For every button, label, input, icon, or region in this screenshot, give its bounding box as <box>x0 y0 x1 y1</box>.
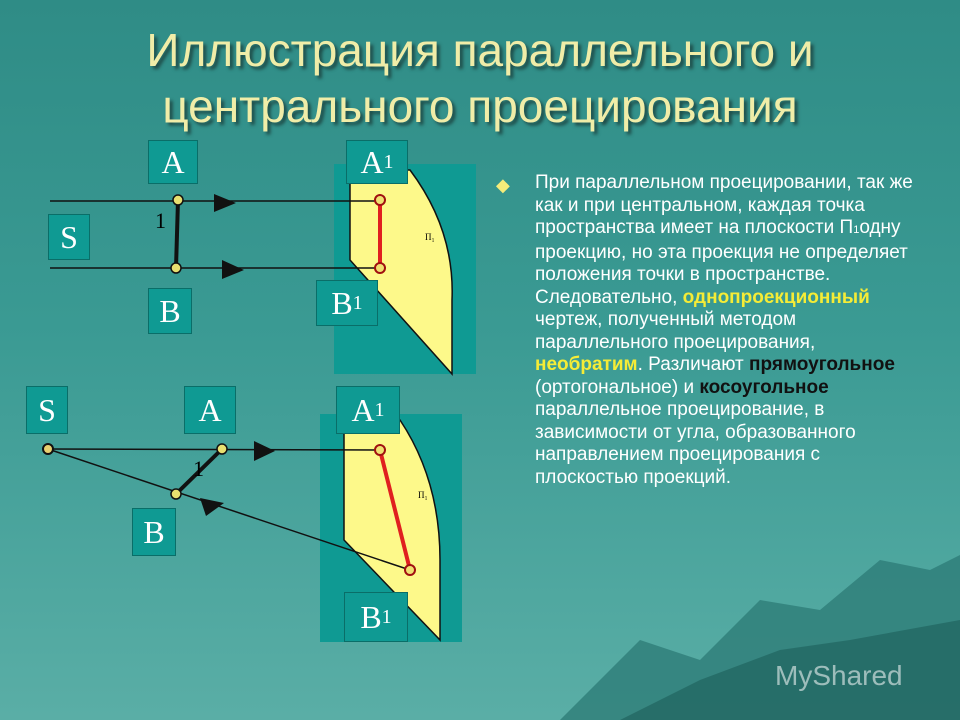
top-label-b-text: B <box>159 292 181 329</box>
highlight-rectangular: прямоугольное <box>749 354 895 375</box>
top-point-a1 <box>375 195 385 205</box>
top-point-a <box>173 195 183 205</box>
bottom-label-a <box>184 386 236 434</box>
text-part-1: При параллельном проецировании, так же как и при центральном, каждая точка пространства имеет на плоскости П <box>535 172 913 238</box>
bottom-arrow-a <box>254 441 275 461</box>
top-label-a1-sub: 1 <box>383 150 394 173</box>
top-label-b1-sub: 1 <box>352 291 363 314</box>
bottom-label-b1-base: B <box>360 598 382 635</box>
top-label-b <box>148 288 192 334</box>
title-line-2: центрального проецирования <box>162 80 798 132</box>
highlight-oblique: косоугольное <box>699 376 829 398</box>
top-label-b1-base: B <box>331 284 353 321</box>
bottom-point-b1 <box>405 565 415 575</box>
description-text <box>496 172 920 489</box>
bottom-label-b1-sub: 1 <box>381 605 392 628</box>
bottom-label-a1 <box>336 386 400 434</box>
text-part-3: чертеж, полученный методом параллельного проецирования, <box>535 309 816 353</box>
bottom-point-a1 <box>375 445 385 455</box>
text-part-2: одну проекцию, но эта проекция не определяет положения точки в пространстве. Следовательно, <box>535 217 908 308</box>
bottom-label-b-text: B <box>143 513 165 550</box>
top-label-a1 <box>346 140 408 184</box>
text-part-6: параллельное проецирование, в зависимости от угла, образованного направлением проецирования с плоскостью проекций. <box>535 399 856 488</box>
highlight-irreversible: необратим <box>535 354 638 375</box>
bottom-point-a <box>217 444 227 454</box>
top-label-b1 <box>316 280 378 326</box>
bottom-label-s <box>26 386 68 434</box>
top-label-a1-base: A <box>360 143 384 180</box>
bottom-label-a1-sub: 1 <box>374 398 385 421</box>
bottom-ray-a <box>48 449 380 450</box>
text-plane-subscript: 1 <box>853 224 860 236</box>
highlight-single-projection: однопроекционный <box>682 286 870 308</box>
title-line-1: Иллюстрация параллельного и <box>146 24 814 76</box>
top-arrow-a <box>214 194 236 212</box>
bottom-label-a-text: A <box>198 391 222 428</box>
bottom-label-a1-base: A <box>351 391 375 428</box>
text-part-5: (ортогональное) и <box>535 376 700 398</box>
bottom-point-s <box>43 444 53 454</box>
top-point-b <box>171 263 181 273</box>
top-label-one: 1 <box>155 208 166 233</box>
top-point-b1 <box>375 263 385 273</box>
bottom-plane-label: П₁ <box>418 490 428 500</box>
top-arrow-b <box>222 260 244 279</box>
watermark-logo: MyShared <box>775 660 903 691</box>
text-part-4: . Различают <box>637 354 750 375</box>
bottom-label-b <box>132 508 176 556</box>
bottom-label-b1 <box>344 592 408 642</box>
top-plane-label: П₁ <box>425 232 435 242</box>
top-label-a <box>148 140 198 184</box>
bottom-label-s-text: S <box>38 391 56 428</box>
bullet-icon: ◆ <box>496 175 510 195</box>
top-segment-ab <box>176 200 178 268</box>
description-paragraph <box>535 172 920 489</box>
top-label-a-text: A <box>161 143 185 180</box>
bottom-label-one: 1 <box>193 456 204 481</box>
top-label-s-text: S <box>60 218 78 255</box>
bottom-point-b <box>171 489 181 499</box>
top-label-s <box>48 214 90 260</box>
